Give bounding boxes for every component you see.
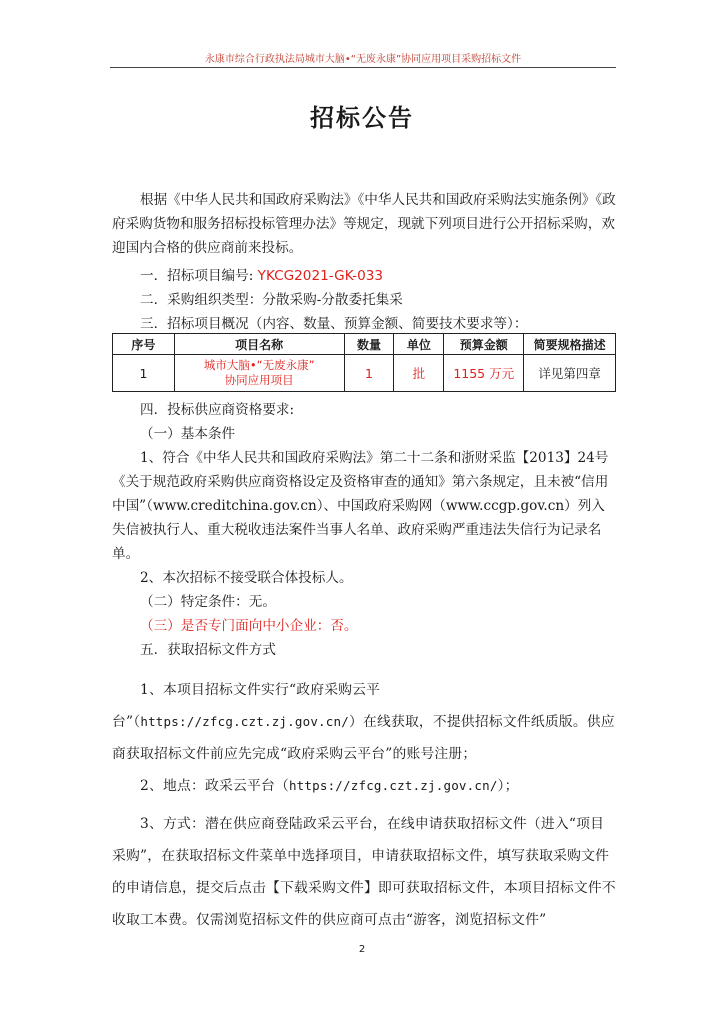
row-unit: 批: [394, 355, 444, 392]
obtain-2-text-b: ）；: [497, 778, 519, 794]
table-header-cell: 单位: [394, 334, 444, 355]
section-2: 二．采购组织类型：分散采购-分散委托集采: [140, 292, 403, 308]
section-5: 五．获取招标文件方式: [140, 642, 276, 658]
intro-paragraph: 根据《中华人民共和国政府采购法》《中华人民共和国政府采购法实施条例》《政府采购货物和服务招标投标管理办法》等规定，现就下列项目进行公开招标采购，欢迎国内合格的供应商前来投标。: [112, 192, 616, 256]
table-header-cell: 数量: [344, 334, 394, 355]
page-number: 2: [358, 944, 366, 955]
table-header-cell: 项目名称: [174, 334, 344, 355]
obtain-method-1: [112, 674, 616, 770]
platform-url-link[interactable]: https://zfcg.czt.zj.gov.cn/: [140, 714, 349, 729]
table-header-cell: 简要规格描述: [524, 334, 616, 355]
header-divider: [110, 67, 616, 68]
document-header: 永康市综合行政执法局城市大脑•“无废永康”协同应用项目采购招标文件: [204, 54, 522, 65]
project-code: YKCG2021-GK-033: [257, 268, 384, 284]
section-1: [112, 264, 616, 288]
project-name-line1: 城市大脑•“无废永康”: [203, 358, 315, 372]
page-title: 招标公告: [310, 104, 414, 132]
platform-url-link-2[interactable]: https://zfcg.czt.zj.gov.cn/: [288, 778, 498, 793]
row-budget: 1155 万元: [444, 355, 524, 392]
section-1-label: 一．招标项目编号:: [140, 268, 258, 284]
table-row: [113, 355, 616, 392]
obtain-method-2: [112, 770, 616, 802]
specific-conditions: （二）特定条件：无。: [140, 594, 276, 610]
requirement-item-1: 1、符合《中华人民共和国政府采购法》第二十二条和浙财采监【2013】24号《关于规范政府采购供应商资格设定及资格审查的通知》第六条规定，且未被“信用中国”（www.creditchina.gov.cn）、中国政府采购网（www.ccgp.gov.cn）列入失信被执行人、重大税收违法案件当事人名单、政府采购严重违法失信行为记录名单。: [112, 450, 609, 562]
row-index: 1: [113, 355, 175, 392]
row-quantity: 1: [344, 355, 394, 392]
obtain-2-text-a: 2、地点：政采云平台（: [140, 778, 289, 794]
row-project-name: [174, 355, 344, 392]
row-spec: 详见第四章: [524, 355, 616, 392]
obtain-method-3: 3、方式：潜在供应商登陆政采云平台，在线申请获取招标文件（进入“项目采购”，在获取招标文件菜单中选择项目，申请获取招标文件，填写获取采购文件的申请信息，提交后点击【下载采购文件】即可获取招标文件，本项目招标文件不收取工本费。仅需浏览招标文件的供应商可点击“游客，浏览招标文件”: [112, 816, 616, 928]
table-header-row: [113, 334, 616, 355]
section-4: 四．投标供应商资格要求:: [140, 402, 295, 418]
table-header-cell: 预算金额: [444, 334, 524, 355]
obtain-1-text-b: ）在线获取，不提供招标文件纸质版。供应商获取招标文件前应先完成“政府采购云平台”的账号注册；: [112, 714, 615, 762]
requirement-item-2: 2、本次招标不接受联合体投标人。: [140, 570, 353, 586]
section-3: 三．招标项目概况（内容、数量、预算金额、简要技术要求等）：: [140, 316, 528, 332]
project-name-line2: 协同应用项目: [224, 373, 294, 387]
sme-condition: （三）是否专门面向中小企业：否。: [140, 618, 358, 634]
project-table: [112, 333, 616, 392]
obtain-1-text-a: 1、本项目招标文件实行“政府采购云平台”（: [112, 682, 381, 730]
basic-conditions-heading: （一）基本条件: [140, 426, 236, 442]
table-header-cell: 序号: [113, 334, 175, 355]
